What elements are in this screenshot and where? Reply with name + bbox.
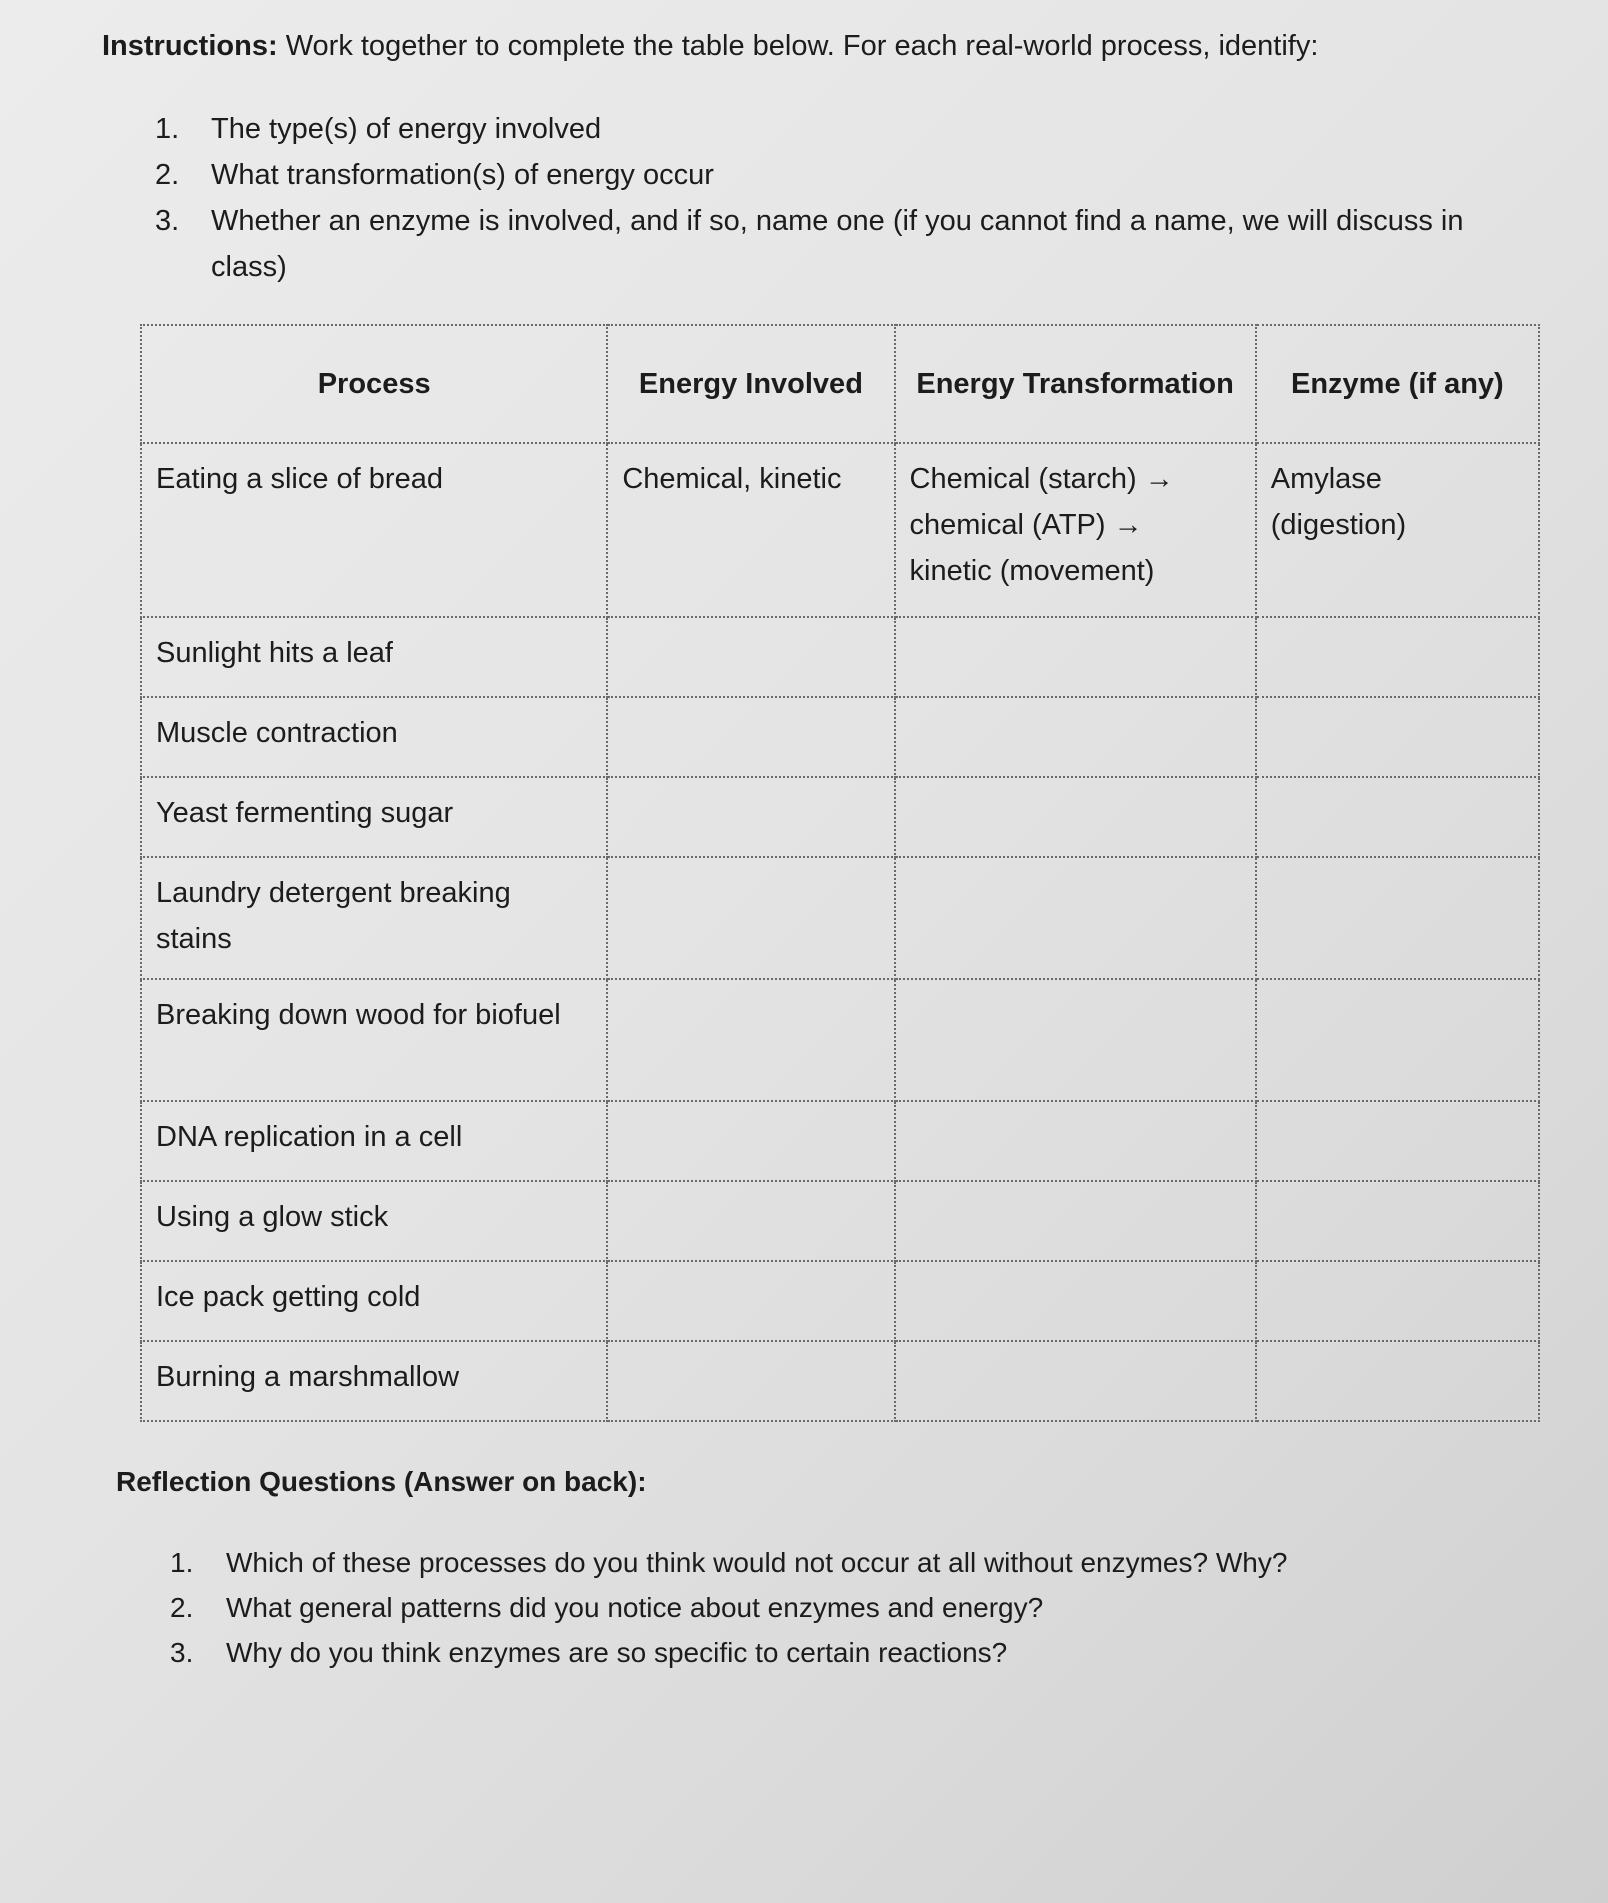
- cell-enzyme: [1256, 443, 1539, 617]
- header-energy-transformation: Energy Transformation: [895, 325, 1256, 443]
- cell-process: Muscle contraction: [141, 697, 607, 777]
- cell-process: Eating a slice of bread: [141, 443, 607, 617]
- step-item: [155, 198, 1495, 290]
- table-row: [141, 1261, 1539, 1341]
- reflection-questions: [170, 1540, 1470, 1675]
- cell-energy-blank[interactable]: [607, 617, 894, 697]
- cell-energy-blank[interactable]: [607, 1341, 894, 1421]
- step-number: 1.: [155, 113, 180, 145]
- cell-transformation-blank[interactable]: [895, 697, 1256, 777]
- enzyme-line: (digestion): [1270, 509, 1407, 541]
- cell-enzyme-blank[interactable]: [1256, 697, 1539, 777]
- cell-enzyme-blank[interactable]: [1256, 1181, 1539, 1261]
- cell-energy-blank[interactable]: [607, 1261, 894, 1341]
- header-enzyme: Enzyme (if any): [1256, 325, 1539, 443]
- question-item: [170, 1630, 1470, 1675]
- cell-transformation-blank[interactable]: [895, 857, 1256, 979]
- cell-transformation: [895, 443, 1256, 617]
- cell-transformation-blank[interactable]: [895, 1101, 1256, 1181]
- cell-energy-blank[interactable]: [607, 777, 894, 857]
- cell-process: Ice pack getting cold: [141, 1261, 607, 1341]
- cell-energy-blank[interactable]: [607, 979, 894, 1101]
- step-item: [155, 106, 1495, 152]
- table-row: [141, 979, 1539, 1101]
- table-row: [141, 857, 1539, 979]
- cell-transformation-blank[interactable]: [895, 1341, 1256, 1421]
- enzyme-line: Amylase: [1270, 463, 1382, 495]
- transformation-line: chemical (ATP) →: [909, 509, 1143, 541]
- table-row: [141, 1341, 1539, 1421]
- table-row: [141, 697, 1539, 777]
- table-row: [141, 1101, 1539, 1181]
- cell-energy-blank[interactable]: [607, 1181, 894, 1261]
- question-text: Which of these processes do you think would not occur at all without enzymes? Why?: [226, 1547, 1288, 1578]
- table-row: [141, 1181, 1539, 1261]
- header-energy-involved: Energy Involved: [607, 325, 894, 443]
- cell-transformation-blank[interactable]: [895, 979, 1256, 1101]
- table-row-example: [141, 443, 1539, 617]
- table-row: [141, 777, 1539, 857]
- transformation-line: Chemical (starch) →: [909, 463, 1174, 495]
- table-row: [141, 617, 1539, 697]
- step-text: What transformation(s) of energy occur: [211, 159, 714, 191]
- question-item: [170, 1540, 1470, 1585]
- question-number: 2.: [170, 1592, 194, 1623]
- cell-process: Breaking down wood for biofuel: [141, 979, 607, 1101]
- energy-table: [140, 324, 1540, 1422]
- question-text: What general patterns did you notice about enzymes and energy?: [226, 1592, 1044, 1623]
- cell-process: Laundry detergent breaking stains: [141, 857, 607, 979]
- step-text: The type(s) of energy involved: [211, 113, 602, 145]
- cell-energy: Chemical, kinetic: [607, 443, 894, 617]
- question-number: 1.: [170, 1547, 194, 1578]
- cell-process: Using a glow stick: [141, 1181, 607, 1261]
- question-item: [170, 1585, 1470, 1630]
- cell-transformation-blank[interactable]: [895, 777, 1256, 857]
- step-item: [155, 152, 1495, 198]
- cell-process: DNA replication in a cell: [141, 1101, 607, 1181]
- cell-enzyme-blank[interactable]: [1256, 1261, 1539, 1341]
- instructions: [102, 26, 1562, 66]
- cell-process: Burning a marshmallow: [141, 1341, 607, 1421]
- cell-energy-blank[interactable]: [607, 697, 894, 777]
- cell-energy-blank[interactable]: [607, 1101, 894, 1181]
- cell-enzyme-blank[interactable]: [1256, 979, 1539, 1101]
- reflection-title: Reflection Questions (Answer on back):: [116, 1466, 647, 1497]
- instructions-label: Instructions:: [102, 30, 278, 62]
- steps-list: [155, 106, 1495, 290]
- table-header-row: [141, 325, 1539, 443]
- instructions-text: Work together to complete the table below. For each real-world process, identify:: [285, 30, 1319, 62]
- header-process: Process: [141, 325, 607, 443]
- cell-transformation-blank[interactable]: [895, 617, 1256, 697]
- cell-energy-blank[interactable]: [607, 857, 894, 979]
- cell-transformation-blank[interactable]: [895, 1181, 1256, 1261]
- question-text: Why do you think enzymes are so specific to certain reactions?: [226, 1637, 1008, 1668]
- cell-enzyme-blank[interactable]: [1256, 1341, 1539, 1421]
- step-number: 2.: [155, 159, 180, 191]
- question-number: 3.: [170, 1637, 194, 1668]
- cell-transformation-blank[interactable]: [895, 1261, 1256, 1341]
- transformation-line: kinetic (movement): [909, 555, 1155, 587]
- cell-enzyme-blank[interactable]: [1256, 1101, 1539, 1181]
- step-number: 3.: [155, 205, 180, 237]
- cell-enzyme-blank[interactable]: [1256, 777, 1539, 857]
- cell-process: Yeast fermenting sugar: [141, 777, 607, 857]
- cell-enzyme-blank[interactable]: [1256, 617, 1539, 697]
- cell-enzyme-blank[interactable]: [1256, 857, 1539, 979]
- cell-process: Sunlight hits a leaf: [141, 617, 607, 697]
- step-text: Whether an enzyme is involved, and if so, name one (if you cannot find a name, we will discuss in class): [211, 205, 1464, 283]
